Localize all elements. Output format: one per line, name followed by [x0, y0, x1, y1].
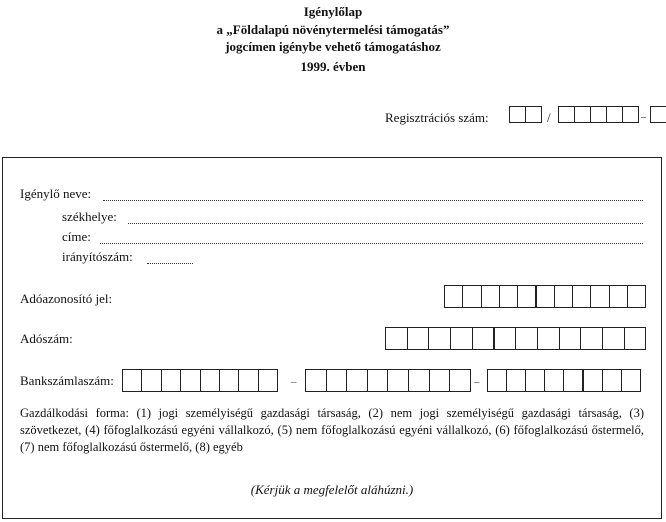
tax-number-digit-cell[interactable] — [428, 327, 451, 350]
bank-account-digit-cell[interactable] — [258, 369, 278, 392]
tax-id-digit-cell[interactable] — [536, 285, 555, 308]
bank-account-digit-cell[interactable] — [621, 369, 641, 392]
bank-account-digit-cell[interactable] — [161, 369, 181, 392]
applicant-seat-field[interactable] — [128, 221, 643, 224]
bank-account-digit-cell[interactable] — [346, 369, 368, 392]
registration-digit-cell[interactable] — [525, 106, 542, 123]
bank-account-dash-1: – — [291, 376, 297, 388]
registration-digit-cell[interactable] — [509, 106, 526, 123]
bank-account-digit-cell[interactable] — [200, 369, 220, 392]
tax-id-digit-cell[interactable] — [627, 285, 646, 308]
bank-account-digit-cell[interactable] — [367, 369, 389, 392]
underline-instruction: (Kérjük a megfelelőt aláhúzni.) — [250, 482, 414, 497]
bank-account-label: Bankszámlaszám: — [20, 373, 114, 388]
registration-digit-cell[interactable] — [558, 106, 575, 123]
tax-number-digit-cell[interactable] — [515, 327, 538, 350]
tax-id-digit-cell[interactable] — [517, 285, 536, 308]
registration-digit-cell[interactable] — [590, 106, 607, 123]
bank-account-digit-cell[interactable] — [563, 369, 583, 392]
applicant-address-label: címe: — [62, 229, 91, 244]
bank-account-digit-cell[interactable] — [122, 369, 142, 392]
tax-id-digit-cell[interactable] — [590, 285, 609, 308]
tax-id-digit-cell[interactable] — [554, 285, 573, 308]
bank-account-digit-cell[interactable] — [583, 369, 603, 392]
tax-id-digit-cell[interactable] — [481, 285, 500, 308]
applicant-zip-label: irányítószám: — [62, 249, 133, 264]
bank-account-digit-cell[interactable] — [305, 369, 327, 392]
bank-account-digit-cell[interactable] — [544, 369, 564, 392]
applicant-name-label: Igénylő neve: — [20, 186, 92, 201]
tax-number-digit-cell[interactable] — [624, 327, 647, 350]
form-year: 1999. évben — [300, 59, 366, 74]
bank-account-digit-cell[interactable] — [387, 369, 409, 392]
bank-account-digit-cell[interactable] — [506, 369, 526, 392]
tax-id-digit-cell[interactable] — [572, 285, 591, 308]
tax-id-label: Adóazonosító jel: — [20, 291, 113, 306]
applicant-zip-field[interactable] — [147, 261, 193, 264]
tax-id-digit-cell[interactable] — [499, 285, 518, 308]
applicant-address-field[interactable] — [100, 241, 643, 244]
tax-id-digit-cell[interactable] — [444, 285, 463, 308]
registration-digit-cell[interactable] — [650, 106, 666, 123]
tax-id-digit-cell[interactable] — [462, 285, 481, 308]
bank-account-digit-cell[interactable] — [429, 369, 451, 392]
registration-digit-cell[interactable] — [606, 106, 623, 123]
tax-number-digit-cell[interactable] — [580, 327, 603, 350]
applicant-name-field[interactable] — [103, 198, 643, 201]
bank-account-digit-cell[interactable] — [449, 369, 471, 392]
registration-dash: – — [641, 112, 646, 123]
tax-number-digit-cell[interactable] — [494, 327, 517, 350]
bank-account-digit-cell[interactable] — [326, 369, 348, 392]
form-subtitle-line2: jogcímen igénybe vehető támogatáshoz — [225, 39, 441, 54]
applicant-seat-label: székhelye: — [62, 209, 117, 224]
tax-number-digit-cell[interactable] — [385, 327, 408, 350]
bank-account-digit-cell[interactable] — [602, 369, 622, 392]
bank-account-digit-cell[interactable] — [180, 369, 200, 392]
bank-account-digit-cell[interactable] — [141, 369, 161, 392]
form-subtitle-line1: a „Földalapú növénytermelési támogatás” — [216, 22, 450, 37]
tax-number-label: Adószám: — [20, 331, 73, 346]
registration-digit-cell[interactable] — [574, 106, 591, 123]
business-form-text: Gazdálkodási forma: (1) jogi személyiségű gazdasági társaság, (2) nem jogi személyiségű gazdasági társaság, (3) szövetkezet, (4) főfoglalkozású egyéni vállalkozó, (5) nem főfoglalkozású egyéni vállalkozó, (6) főfoglalkozású őstermelő, (7) nem főfoglalkozású őstermelő, (8) egyéb — [20, 406, 644, 454]
registration-number-label: Regisztrációs szám: — [385, 110, 489, 125]
registration-digit-cell[interactable] — [622, 106, 639, 123]
tax-number-digit-cell[interactable] — [537, 327, 560, 350]
tax-number-digit-cell[interactable] — [602, 327, 625, 350]
bank-account-digit-cell[interactable] — [487, 369, 507, 392]
bank-account-digit-cell[interactable] — [238, 369, 258, 392]
registration-slash: / — [547, 110, 551, 125]
tax-number-digit-cell[interactable] — [450, 327, 473, 350]
tax-number-digit-cell[interactable] — [472, 327, 495, 350]
bank-account-digit-cell[interactable] — [219, 369, 239, 392]
tax-number-digit-cell[interactable] — [559, 327, 582, 350]
bank-account-dash-2: – — [474, 376, 480, 388]
form-title: Igénylőlap — [303, 4, 363, 19]
tax-number-digit-cell[interactable] — [407, 327, 430, 350]
tax-id-digit-cell[interactable] — [609, 285, 628, 308]
bank-account-digit-cell[interactable] — [408, 369, 430, 392]
bank-account-digit-cell[interactable] — [525, 369, 545, 392]
